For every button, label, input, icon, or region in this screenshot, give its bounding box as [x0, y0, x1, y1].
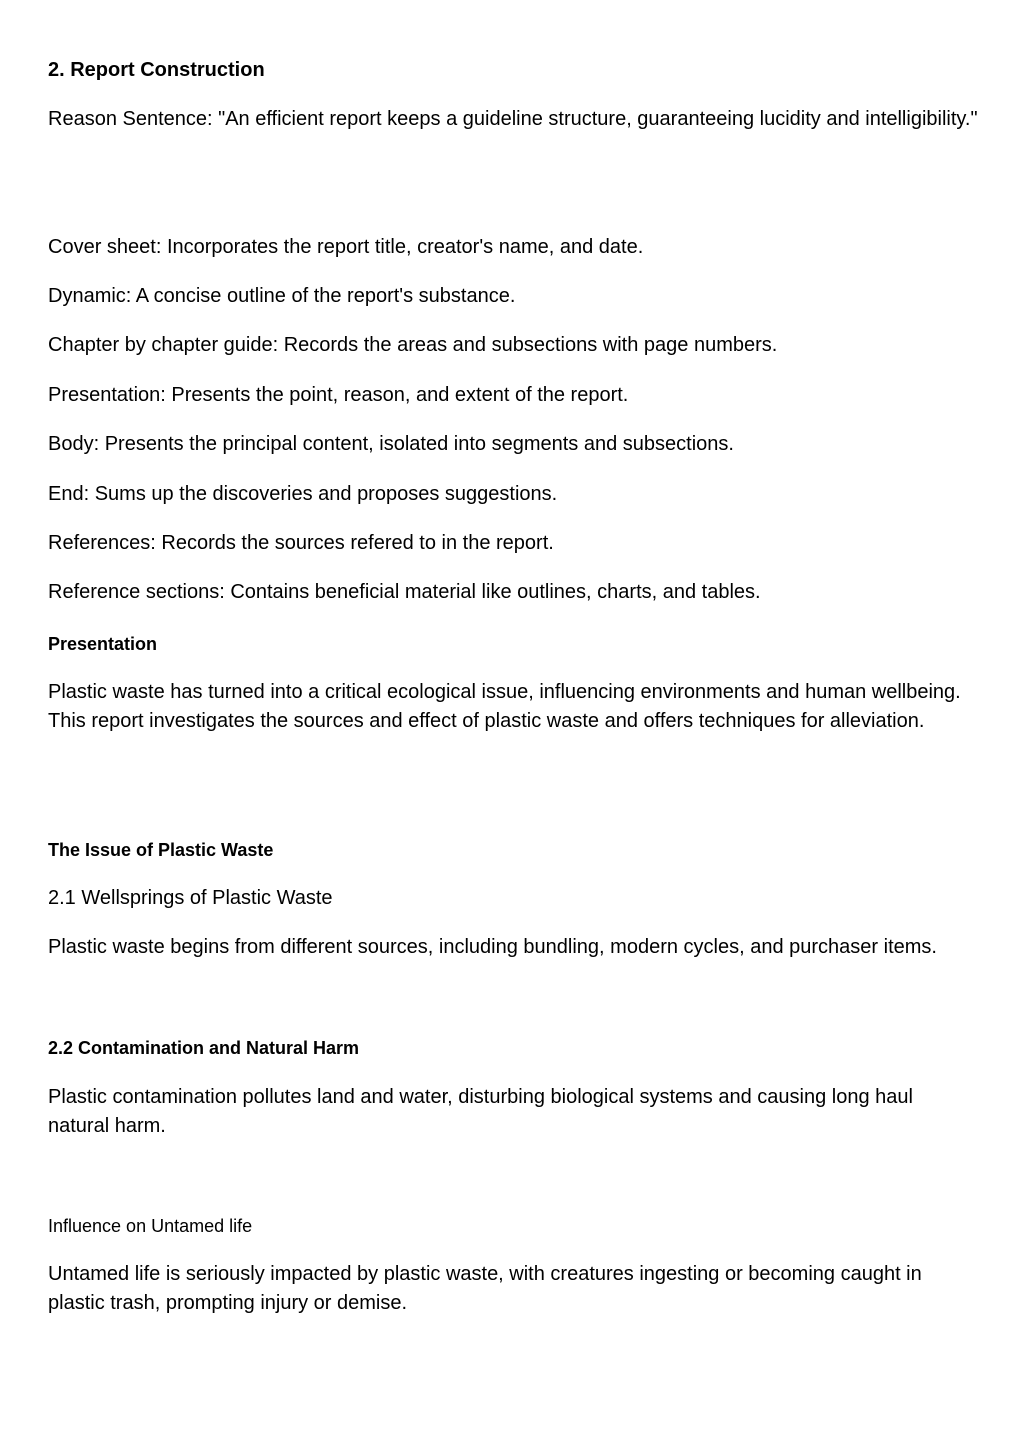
issue-heading: The Issue of Plastic Waste — [48, 840, 274, 860]
structure-item-dynamic: Dynamic: A concise outline of the report's substance. — [48, 285, 516, 307]
contamination-paragraph: Plastic contamination pollutes land and water, disturbing biological systems and causing long haul natural harm. — [48, 1086, 913, 1137]
structure-item-references: References: Records the sources refered to in the report. — [48, 532, 554, 554]
structure-item-cover-sheet: Cover sheet: Incorporates the report title, creator's name, and date. — [48, 236, 644, 258]
section-title: 2. Report Construction — [48, 59, 265, 81]
reason-sentence: Reason Sentence: "An efficient report keeps a guideline structure, guaranteeing lucidity and intelligibility." — [48, 108, 978, 130]
presentation-heading: Presentation — [48, 634, 158, 654]
presentation-paragraph: Plastic waste has turned into a critical ecological issue, influencing environments and human wellbeing. This report investigates the sources and effect of plastic waste and offers techniques for alleviation. — [48, 681, 961, 732]
structure-item-end: End: Sums up the discoveries and proposes suggestions. — [48, 483, 558, 505]
structure-item-chapter-guide: Chapter by chapter guide: Records the areas and subsections with page numbers. — [48, 334, 778, 356]
structure-item-presentation: Presentation: Presents the point, reason, and extent of the report. — [48, 384, 629, 406]
structure-item-reference-sections: Reference sections: Contains beneficial material like outlines, charts, and tables. — [48, 581, 761, 603]
influence-paragraph: Untamed life is seriously impacted by plastic waste, with creatures ingesting or becoming caught in plastic trash, prompting injury or demise. — [48, 1263, 922, 1314]
wellsprings-heading: 2.1 Wellsprings of Plastic Waste — [48, 887, 333, 909]
wellsprings-paragraph: Plastic waste begins from different sources, including bundling, modern cycles, and purchaser items. — [48, 936, 937, 958]
structure-item-body: Body: Presents the principal content, isolated into segments and subsections. — [48, 433, 734, 455]
influence-heading: Influence on Untamed life — [48, 1216, 253, 1236]
contamination-heading: 2.2 Contamination and Natural Harm — [48, 1038, 360, 1058]
